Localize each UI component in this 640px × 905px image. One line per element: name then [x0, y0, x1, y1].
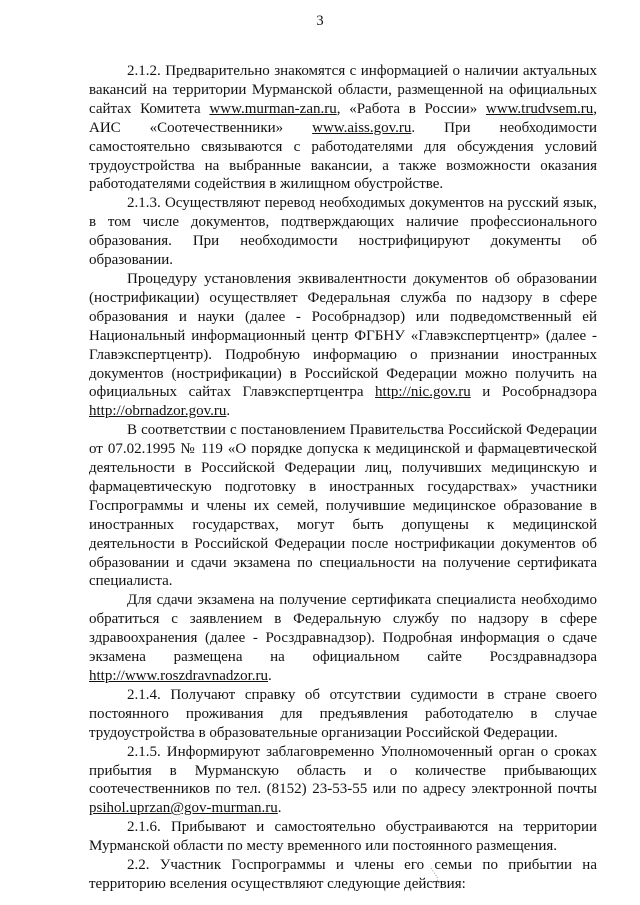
paragraph [89, 856, 597, 894]
hyperlink[interactable]: http://obrnadzor.gov.ru [89, 403, 227, 420]
hyperlink[interactable]: http://www.roszdravnadzor.ru [89, 668, 268, 684]
paragraph-text: Для сдачи экзамена на получение сертификата специалиста необходимо обратиться с заявлением в Федеральную службу по надзору в сфере здравоохранения (далее - Росздравнадзор). Подробная информация о сдаче экзамена размещена на официальном сайте Росздравнадзора [89, 592, 597, 666]
paragraph [89, 421, 597, 591]
paragraph-text: В соответствии с постановлением Правительства Российской Федерации от 07.02.1995 № 119 «О порядке допуска к медицинской и фармацевтической деятельности в Российской Федерации лиц, получивших медицинскую и фармацевтическую подготовку в иностранных государствах» участники Госпрограммы и члены их семей, получившие медицинское образование в иностранных государствах, могут быть допущены к медицинской деятельности в Российской Федерации после нострификации документов об образовании и сдачи экзамена по специальности на получение сертификата специалиста. [89, 422, 597, 590]
paragraph [89, 270, 597, 421]
paragraph-text: и Рособрнадзора [470, 384, 598, 401]
paragraph [89, 686, 597, 743]
paragraph-text: . [226, 403, 231, 420]
paragraph-text: 2.1.3. Осуществляют перевод необходимых документов на русский язык, в том числе документов, подтверждающих наличие профессионального образования. При необходимости нострифицируют документы об образовании. [89, 195, 597, 269]
paragraph-text: , «Работа в России» [336, 100, 486, 117]
scan-speck-mark [428, 866, 448, 890]
paragraph-text: 2.1.6. Прибывают и самостоятельно обустраиваются на территории Мурманской области по месту временного или постоянного размещения. [89, 819, 597, 855]
paragraph-text: , АИС «Соотечественники» [89, 100, 597, 136]
document-body [89, 62, 597, 894]
paragraph [89, 194, 597, 270]
paragraph [89, 591, 597, 686]
paragraph-text: 2.1.2. Предварительно знакомятся с информацией о наличии актуальных вакансий на территории Мурманской области, размещенной на официальных сайтах Комитета [89, 63, 597, 117]
paragraph [89, 62, 597, 194]
hyperlink[interactable]: www.murman-zan.ru [209, 100, 337, 117]
paragraph-text: 2.1.5. Информируют заблаговременно Уполномоченный орган о сроках прибытия в Мурманскую область и о количестве прибывающих соотечественников по тел. (8152) 23-53-55 или по адресу электронной почты [89, 743, 597, 798]
hyperlink[interactable]: www.aiss.gov.ru [312, 119, 412, 136]
paragraph [89, 743, 597, 819]
paragraph-text: . [267, 668, 272, 684]
paragraph-text: . При необходимости самостоятельно связываются с работодателями для обсуждения условий трудоустройства на выбранные вакансии, а также возможности оказания работодателями содействия в жилищном обустройстве. [89, 119, 597, 193]
paragraph-text: Процедуру установления эквивалентности документов об образовании (нострификации) осуществляет Федеральная служба по надзору в сфере образования и науки (далее - Рособрнадзор) или подведомственный ей Национальный информационный центр ФГБНУ «Главэкспертцентр» (далее - Главэкспертцентр). Подробную информацию о признании иностранных документов (нострификации) в Российской Федерации можно получить на официальных сайтах Главэкспертцентра [89, 270, 597, 401]
hyperlink[interactable]: http://nic.gov.ru [375, 384, 471, 401]
hyperlink[interactable]: www.trudvsem.ru [485, 100, 594, 117]
page-number: 3 [316, 13, 324, 29]
hyperlink[interactable]: psihol.uprzan@gov-murman.ru [89, 800, 278, 817]
paragraph-text: 2.1.4. Получают справку об отсутствии судимости в стране своего постоянного проживания для предъявления работодателю в случае трудоустройства в образовательные организации Российской Федерации. [89, 686, 597, 741]
paragraph [89, 818, 597, 856]
paragraph-text: . [277, 800, 282, 817]
paragraph-text: 2.2. Участник Госпрограммы и члены его семьи по прибытии на территорию вселения осуществляют следующие действия: [89, 857, 597, 892]
